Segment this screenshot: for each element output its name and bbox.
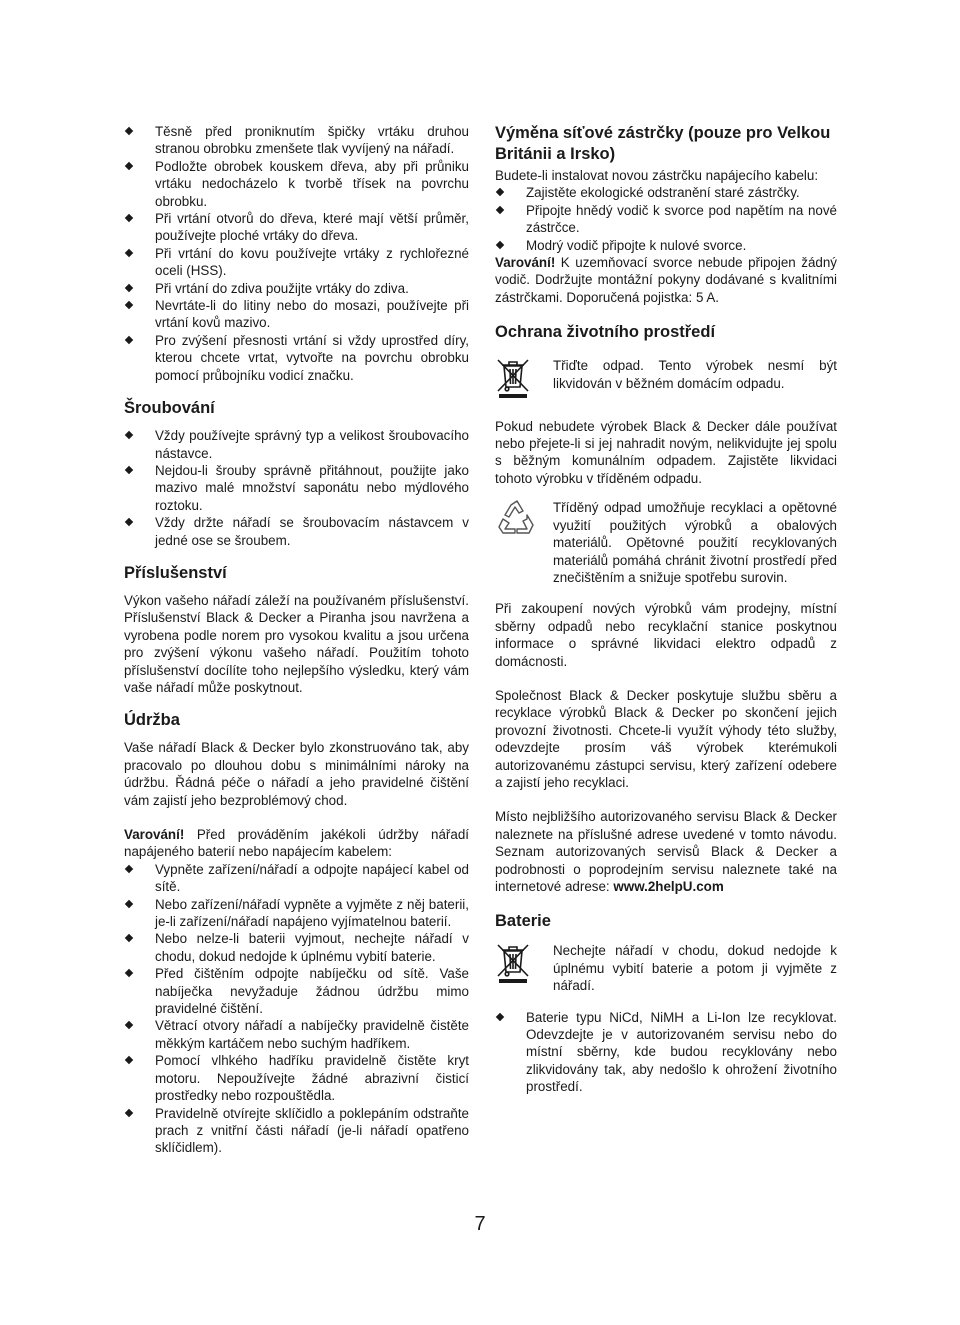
battery-list	[495, 1009, 837, 1096]
list-item: Nebo zařízení/nářadí vypněte a vyjměte z něj baterii, je-li zařízení/nářadí napájeno vyjímatelnou baterií.	[124, 896, 469, 931]
drilling-tips-list	[124, 123, 469, 384]
warning-label: Varování!	[495, 255, 556, 271]
recycling-notice	[495, 499, 837, 586]
list-item: Podložte obrobek kouskem dřeva, aby při průniku vrtáku nedocházelo k tvorbě třísek na povrchu obrobku.	[124, 158, 469, 210]
weee-text: Třiďte odpad. Tento výrobek nesmí být likvidován v běžném domácím odpadu.	[553, 358, 837, 391]
environment-paragraph: Společnost Black & Decker poskytuje službu sběru a recyklace výrobků Black & Decker po skončení jejich provozní životnosti. Chcete-li využít výhody této služby, odevzdejte prosím váš výrobek kterémukoli autorizovanému zástupci servisu, který zařízení odebere a zajistí jeho recyklaci.	[495, 687, 837, 790]
list-item: Před čištěním odpojte nabíječku od sítě. Vaše nabíječka nevyžaduje žádnou údržbu mimo pravidelné čištění.	[124, 965, 469, 1017]
list-item: Vypněte zařízení/nářadí a odpojte napájecí kabel od sítě.	[124, 861, 469, 896]
list-item: Nevrtáte-li do litiny nebo do mosazi, používejte při vrtání kovů mazivo.	[124, 297, 469, 332]
list-item: Zajistěte ekologické odstranění staré zástrčky.	[495, 184, 837, 201]
list-item: Při vrtání otvorů do dřeva, které mají větší průměr, používejte ploché vrtáky do dřeva.	[124, 210, 469, 245]
plug-list	[495, 184, 837, 254]
recycle-icon	[495, 499, 553, 543]
weee-notice	[495, 357, 837, 403]
list-item: Nejdou-li šrouby správně přitáhnout, použijte jako mazivo malé množství saponátu nebo mýdlového roztoku.	[124, 462, 469, 514]
accessories-heading: Příslušenství	[124, 563, 227, 582]
list-item: Pro zvýšení přesnosti vrtání si vždy uprostřed díry, kterou chcete vrtat, vytvořte na povrchu obrobku pomocí průbojníku vodicí značku.	[124, 332, 469, 384]
battery-icon-text: Nechejte nářadí v chodu, dokud nedojde k úplnému vybití baterie a potom ji vyjměte z nářadí.	[553, 943, 837, 994]
environment-paragraph: Při zakoupení nových výrobků vám prodejny, místní sběrny odpadů nebo recyklační stanice poskytnou informace o správné likvidaci elektro odpadů z domácnosti.	[495, 601, 837, 669]
screwing-heading: Šroubování	[124, 399, 215, 418]
service-text: Místo nejbližšího autorizovaného servisu Black & Decker naleznete na příslušné adrese uvedené v tomto návodu. Seznam autorizovaných servisů Black & Decker a podrobnosti o poprodejním servisu naleznete také na internetové adrese:	[495, 809, 837, 894]
plug-heading: Výměna síťové zástrčky (pouze pro Velkou Británii a Irsko)	[495, 124, 831, 163]
list-item: Při vrtání do kovu používejte vrtáky z rychlořezné oceli (HSS).	[124, 245, 469, 280]
list-item: Pomocí vlhkého hadříku pravidelně čistěte kryt motoru. Nepoužívejte žádné abrazivní čisticí prostředky nebo rozpouštědla.	[124, 1052, 469, 1104]
page-number: 7	[474, 1213, 486, 1235]
environment-heading: Ochrana životního prostředí	[495, 323, 716, 342]
list-item: Při vrtání do zdiva použijte vrtáky do zdiva.	[124, 280, 469, 297]
recycling-text: Tříděný odpad umožňuje recyklaci a opětovné využití použitých výrobků a obalových materiálů. Opětovné použití recyklovaných materiálů pomáhá chránit životní prostředí před znečištěním a snižuje spotřebu surovin.	[553, 500, 837, 585]
left-column	[124, 123, 469, 1157]
list-item: Nebo nelze-li baterii vyjmout, nechejte nářadí v chodu, dokud nedojde k úplnému vybití baterie.	[124, 930, 469, 965]
list-item: Větrací otvory nářadí a nabíječky pravidelně čistěte měkkým kartáčem nebo suchým hadříkem.	[124, 1017, 469, 1052]
maintenance-list	[124, 861, 469, 1157]
list-item: Pravidelně otvírejte sklíčidlo a poklepáním odstraňte prach z vnitřní části nářadí (je-li nářadí opatřeno sklíčidlem).	[124, 1105, 469, 1157]
environment-paragraph: Pokud nebudete výrobek Black & Decker dále používat nebo přejete-li si jej nahradit novým, nelikvidujte jej spolu s běžným komunálním odpadem. Zajistěte likvidaci tohoto výrobku v tříděném odpadu.	[495, 418, 837, 486]
list-item: Baterie typu NiCd, NiMH a Li-Ion lze recyklovat. Odevzdejte je v autorizovaném servisu nebo do místní sběrny, kde budou recyklovány nebo zlikvidovány tak, aby nedošlo k ohrožení životního prostředí.	[495, 1009, 837, 1096]
maintenance-heading: Údržba	[124, 711, 180, 730]
list-item: Vždy používejte správný typ a velikost šroubovacího nástavce.	[124, 427, 469, 462]
environment-paragraph	[495, 808, 837, 895]
crossed-bin-icon	[495, 357, 553, 403]
list-item: Vždy držte nářadí se šroubovacím nástavcem v jedné ose se šroubem.	[124, 514, 469, 549]
plug-warning	[495, 254, 837, 306]
list-item: Modrý vodič připojte k nulové svorce.	[495, 237, 837, 254]
maintenance-paragraph: Vaše nářadí Black & Decker bylo zkonstruováno tak, aby pracovalo po dlouhou dobu s minimálními nároky na údržbu. Řádná péče o nářadí a jeho pravidelné čištění vám zajistí jeho bezproblémový chod.	[124, 740, 469, 808]
battery-heading: Baterie	[495, 912, 551, 931]
list-item: Těsně před proniknutím špičky vrtáku druhou stranou obrobku zmenšete tlak vyvíjený na nářadí.	[124, 123, 469, 158]
warning-label: Varování!	[124, 827, 185, 842]
screwing-list	[124, 427, 469, 549]
accessories-paragraph: Výkon vašeho nářadí záleží na používaném příslušenství. Příslušenství Black & Decker a Piranha jsou navržena a vyrobena podle norem pro vysokou kvalitu a jsou určena pro zvýšení výkonu vašeho nářadí. Použitím tohoto příslušenství docílíte toho nejlepšího výsledku, který vám vaše nářadí může poskytnout.	[124, 592, 469, 695]
battery-notice	[495, 942, 837, 994]
right-column	[495, 123, 837, 1096]
plug-intro: Budete-li instalovat novou zástrčku napájecího kabelu:	[495, 168, 819, 183]
warning-text: Před prováděním jakékoli údržby nářadí napájeného baterií nebo napájecím kabelem:	[124, 827, 469, 860]
service-website: www.2helpU.com	[613, 879, 724, 894]
warning-text: K uzemňovací svorce nebude připojen žádný vodič. Dodržujte montážní pokyny dodávané s kvalitními zástrčkami. Doporučená pojistka: 5 A.	[495, 255, 837, 305]
maintenance-warning	[124, 826, 469, 861]
crossed-bin-icon	[495, 942, 553, 988]
list-item: Připojte hnědý vodič k svorce pod napětím na nové zástrčce.	[495, 202, 837, 237]
